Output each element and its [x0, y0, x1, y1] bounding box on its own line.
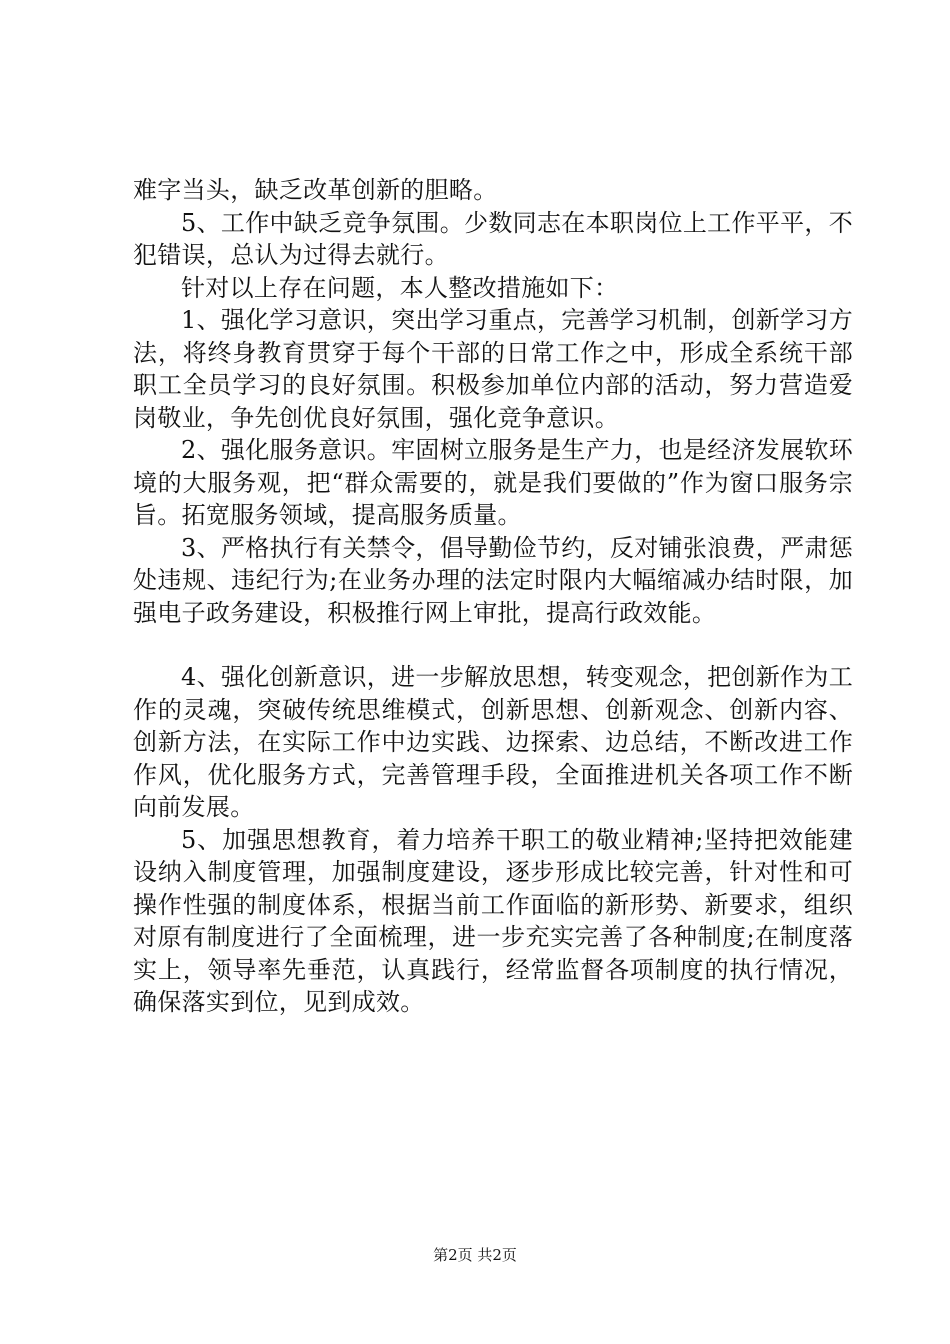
paragraph: 5、工作中缺乏竞争氛围。少数同志在本职岗位上工作平平，不犯错误，总认为过得去就行。: [133, 208, 853, 269]
paragraph: 5、加强思想教育，着力培养干职工的敬业精神;坚持把效能建设纳入制度管理，加强制度建设，逐步形成比较完善，针对性和可操作性强的制度体系，根据当前工作面临的新形势、新要求，组织对原有制度进行了全面梳理，进一步充实完善了各种制度;在制度落实上，领导率先垂范，认真践行，经常监督各项制度的执行情况，确保落实到位，见到成效。: [133, 825, 853, 1016]
page-footer: 第2页 共2页: [433, 1246, 517, 1264]
paragraph: 难字当头，缺乏改革创新的胆略。: [133, 176, 498, 204]
paragraph: 1、强化学习意识，突出学习重点，完善学习机制，创新学习方法，将终身教育贯穿于每个干部的日常工作之中，形成全系统干部职工全员学习的良好氛围。积极参加单位内部的活动，努力营造爱岗敬业，争先创优良好氛围，强化竞争意识。: [133, 306, 853, 432]
paragraph: 4、强化创新意识，进一步解放思想，转变观念，把创新作为工作的灵魂，突破传统思维模式，创新思想、创新观念、创新内容、创新方法，在实际工作中边实践、边探索、边总结，不断改进工作作风，优化服务方式，完善管理手段，全面推进机关各项工作不断向前发展。: [133, 663, 853, 821]
document-body: [133, 174, 853, 1019]
paragraph: 2、强化服务意识。牢固树立服务是生产力，也是经济发展软环境的大服务观，把“群众需要的，就是我们要做的”作为窗口服务宗旨。拓宽服务领域，提高服务质量。: [133, 436, 853, 529]
paragraph: 针对以上存在问题，本人整改措施如下：: [181, 273, 619, 302]
paragraph: 3、严格执行有关禁令，倡导勤俭节约，反对铺张浪费，严肃惩处违规、违纪行为;在业务办理的法定时限内大幅缩减办结时限，加强电子政务建设，积极推行网上审批，提高行政效能。: [133, 533, 853, 627]
